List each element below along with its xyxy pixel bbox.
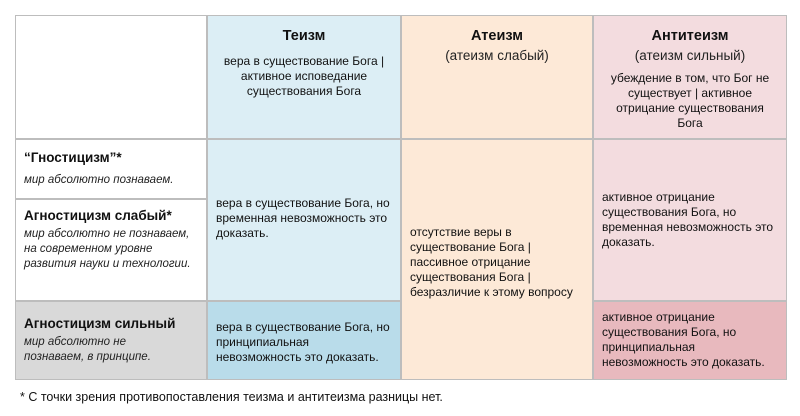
cell-theism-strong — [207, 301, 401, 380]
header-antitheism-title: Антитеизм — [651, 28, 729, 44]
row-weak-agnosticism-desc: мир абсолютно не познаваем, на современном уровне развития науки и технологии. — [24, 228, 191, 270]
cell-antitheism-strong — [593, 301, 787, 380]
cell-theism-strong-text: вера в существование Бога, но принципиальная невозможность это доказать. — [216, 320, 390, 364]
corner-cell — [15, 15, 207, 139]
row-weak-agnosticism-title: Агностицизм слабый* — [24, 208, 172, 223]
cell-atheism — [401, 139, 593, 380]
header-theism-desc: вера в существование Бога | активное исповедание существования Бога — [223, 54, 385, 98]
header-theism-title: Теизм — [282, 28, 326, 44]
row-gnosticism-desc: мир абсолютно познаваем. — [24, 174, 174, 186]
row-gnosticism-title: “Гностицизм”* — [24, 150, 122, 165]
header-antitheism — [593, 15, 787, 139]
header-theism — [207, 15, 401, 139]
header-atheism-title: Атеизм — [471, 28, 523, 44]
cell-antitheism-strong-text: активное отрицание существования Бога, но принципиальная невозможность это доказать. — [602, 310, 765, 369]
cell-atheism-text: отсутствие веры в существование Бога | пассивное отрицание существования Бога | безразличие к этому вопросу — [410, 225, 573, 299]
header-atheism — [401, 15, 593, 139]
cell-antitheism-weak-text: активное отрицание существования Бога, но временная невозможность это доказать. — [602, 190, 774, 249]
cell-theism-gnostic-weak — [207, 139, 401, 301]
header-atheism-subtitle: (атеизм слабый) — [445, 48, 549, 63]
cell-antitheism-gnostic-weak — [593, 139, 787, 301]
row-label-weak-agnosticism — [15, 199, 207, 301]
row-strong-agnosticism-desc: мир абсолютно не познаваем, в принципе. — [24, 336, 151, 363]
cell-theism-weak-text: вера в существование Бога, но временная невозможность это доказать. — [216, 196, 390, 240]
row-label-gnosticism — [15, 139, 207, 199]
header-antitheism-desc: убеждение в том, что Бог не существует | активное отрицание существования Бога — [610, 71, 770, 130]
header-antitheism-subtitle: (атеизм сильный) — [634, 48, 746, 63]
row-strong-agnosticism-title: Агностицизм сильный — [24, 316, 176, 331]
footnote: * С точки зрения противопоставления теизма и антитеизма разницы нет. — [20, 390, 443, 404]
row-label-strong-agnosticism — [15, 301, 207, 380]
